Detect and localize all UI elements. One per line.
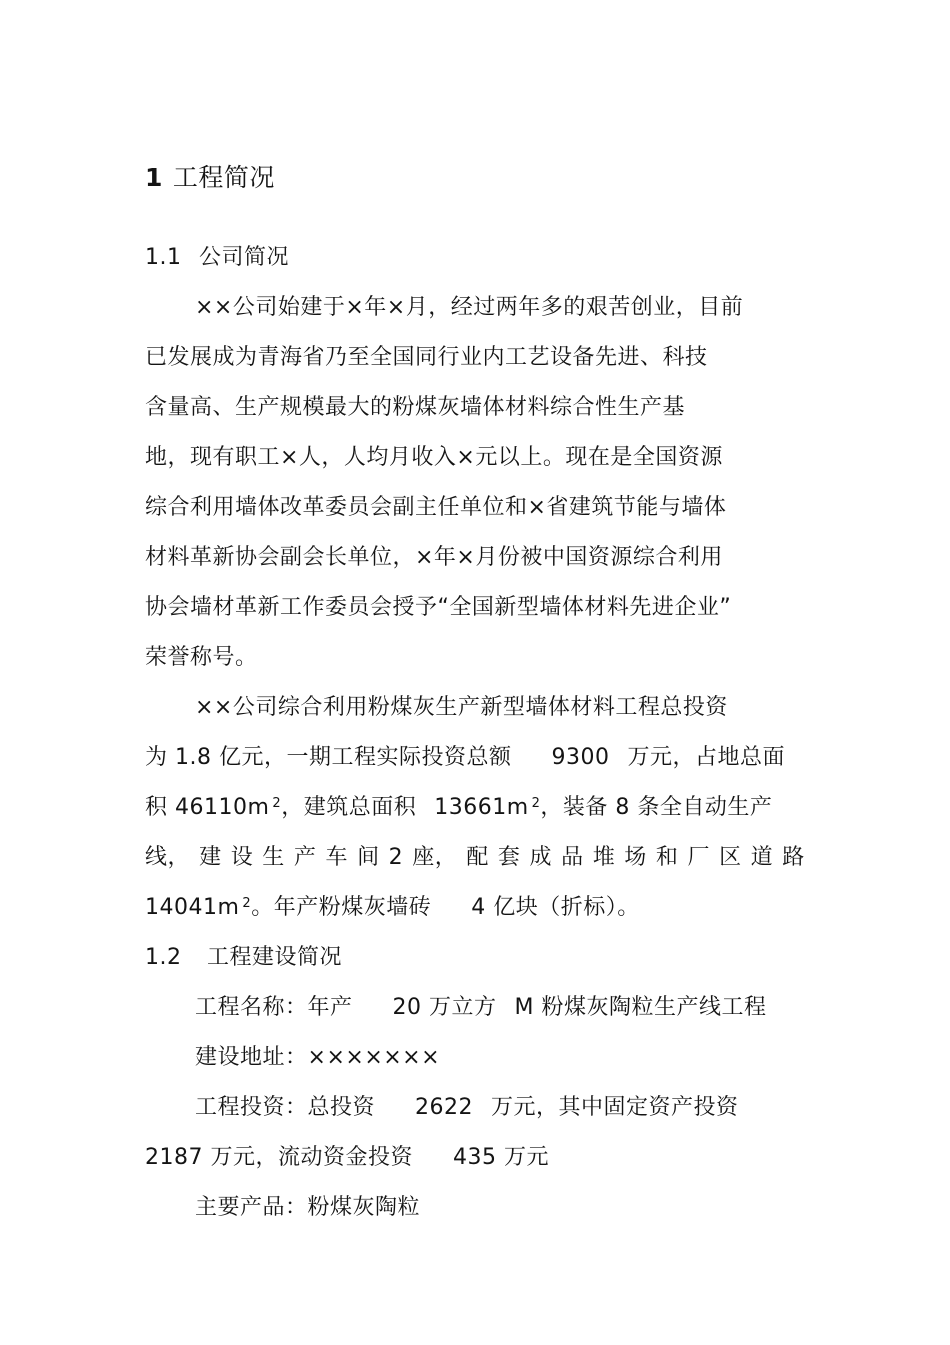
field-label: 建设地址： — [195, 1045, 308, 1070]
paragraph-line: ××公司综合利用粉煤灰生产新型墙体材料工程总投资 — [195, 695, 728, 720]
text-segment: 20 万立方 — [392, 995, 497, 1020]
subsection-title: 工程建设简况 — [207, 945, 343, 970]
text-segment: 2187 万元，流动资金投资 — [145, 1145, 413, 1170]
project-product-line — [195, 1193, 420, 1223]
text-segment: 。年产粉煤灰墙砖 — [251, 895, 432, 920]
paragraph-line: 含量高、生产规模最大的粉煤灰墙体材料综合性生产基 — [145, 395, 686, 420]
paragraph-line: 地，现有职工×人，人均月收入×元以上。现在是全国资源 — [145, 445, 723, 470]
section-title: 工程简况 — [172, 163, 275, 192]
field-label: 工程名称： — [195, 995, 308, 1020]
word: 路 — [782, 845, 805, 870]
word: 车 — [325, 845, 348, 870]
text-segment: 积 46110m — [145, 795, 270, 820]
superscript: 2 — [242, 896, 252, 911]
text-segment: 435 万元 — [452, 1145, 549, 1170]
text-segment: ，建筑总面积 — [281, 795, 417, 820]
subsection-number: 1.1 — [145, 245, 182, 270]
paragraph-line — [145, 893, 640, 923]
field-label: 工程投资： — [195, 1095, 308, 1120]
paragraph-line: 材料革新协会副会长单位，×年×月份被中国资源综合利用 — [145, 545, 723, 570]
project-site-line — [195, 1043, 440, 1073]
field-label: 主要产品： — [195, 1195, 308, 1220]
project-name-line — [195, 993, 767, 1023]
word: 区 — [719, 845, 742, 870]
text-segment: 为 1.8 亿元，一期工程实际投资总额 — [145, 745, 512, 770]
text-segment: 9300 — [551, 745, 610, 770]
text-segment: 万元，其中固定资产投资 — [491, 1095, 739, 1120]
word: 套 — [497, 845, 521, 870]
superscript: 2 — [272, 796, 282, 811]
word: 厂 — [687, 845, 710, 870]
subsection-number: 1.2 — [145, 945, 182, 970]
text-segment: 4 亿块（折标）。 — [471, 895, 640, 920]
subsection-heading-1-2 — [145, 943, 342, 973]
word: 座， — [412, 845, 458, 870]
word: 和 — [655, 845, 679, 870]
paragraph-line: 荣誉称号。 — [145, 645, 258, 670]
word: 2 — [388, 845, 404, 870]
word: 道 — [750, 845, 774, 870]
paragraph-line: 综合利用墙体改革委员会副主任单位和×省建筑节能与墙体 — [145, 495, 727, 520]
subsection-heading-1-1 — [145, 243, 289, 273]
text-segment: 2622 — [415, 1095, 474, 1120]
word: 场 — [624, 845, 647, 870]
text-segment: M 粉煤灰陶粒生产线工程 — [514, 995, 767, 1020]
paragraph-line — [145, 743, 785, 773]
text-segment: ，装备 8 条全自动生产 — [540, 795, 773, 820]
superscript: 2 — [531, 796, 541, 811]
text-segment: 总投资 — [307, 1095, 376, 1120]
field-value: ××××××× — [307, 1045, 441, 1070]
paragraph-line: 协会墙材革新工作委员会授予“全国新型墙体材料先进企业” — [145, 595, 732, 620]
word: 品 — [561, 845, 584, 870]
word: 间 — [357, 845, 380, 870]
word: 设 — [230, 845, 254, 870]
subsection-title: 公司简况 — [199, 245, 290, 270]
section-heading — [145, 163, 275, 193]
paragraph-line: 已发展成为青海省乃至全国同行业内工艺设备先进、科技 — [145, 345, 708, 370]
paragraph-line: ××公司始建于×年×月，经过两年多的艰苦创业，目前 — [195, 295, 744, 320]
word: 成 — [529, 845, 553, 870]
paragraph-line — [145, 793, 772, 823]
field-value: 粉煤灰陶粒 — [307, 1195, 421, 1220]
word: 产 — [293, 845, 317, 870]
word: 建 — [199, 845, 222, 870]
project-investment-line — [195, 1093, 739, 1123]
word: 线， — [145, 845, 191, 870]
justified-paragraph-line — [145, 843, 805, 873]
text-segment: 年产 — [307, 995, 353, 1020]
text-segment: 13661m — [434, 795, 529, 820]
word: 配 — [466, 845, 489, 870]
word: 生 — [262, 845, 285, 870]
text-segment: 万元，占地总面 — [627, 745, 785, 770]
word: 堆 — [592, 845, 616, 870]
project-investment-line-2 — [145, 1143, 549, 1173]
text-segment: 14041m — [145, 895, 240, 920]
section-number: 1 — [145, 163, 163, 192]
